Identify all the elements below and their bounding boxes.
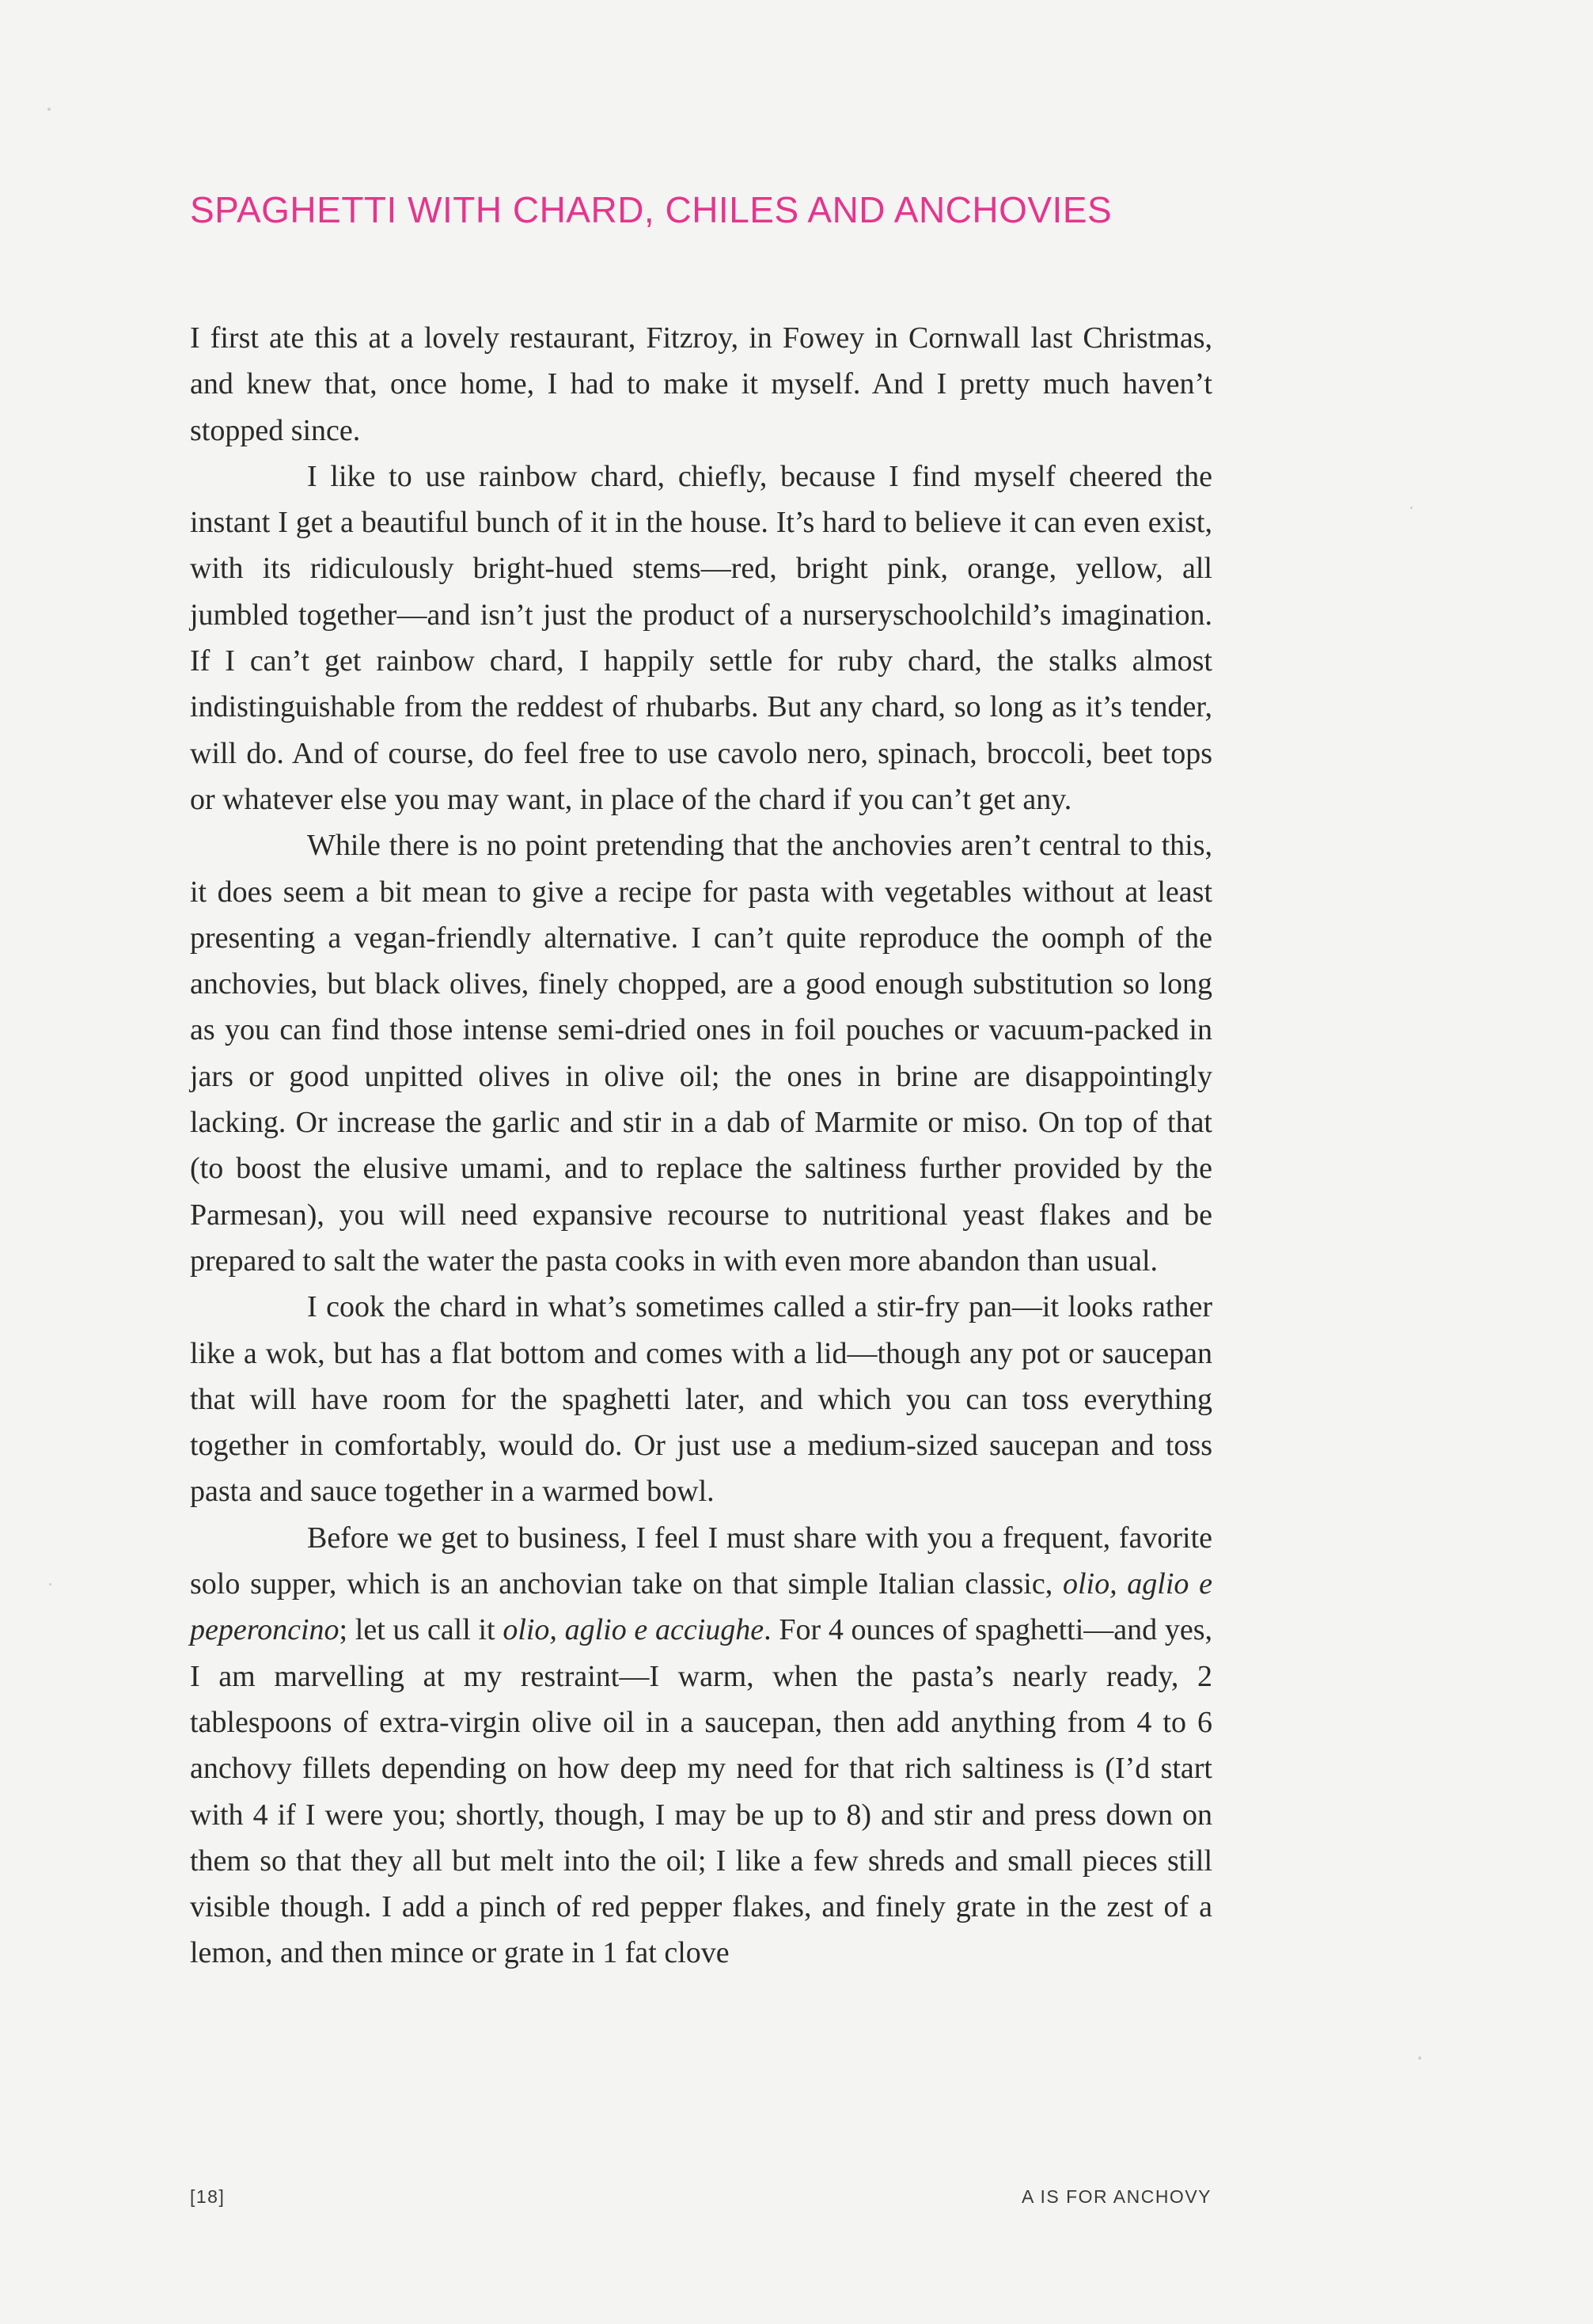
paragraph-pan: I cook the chard in what’s sometimes called a stir-fry pan—it looks rather like a wok, but has a flat bottom and comes with a lid—though any pot or saucepan that will have room for the spaghetti later, and which you can toss everything together in comfortably, would do. Or just use a medium-sized saucepan and toss pasta and sauce together in a warmed bowl. [190,1290,1212,1509]
paragraph-intro: I first ate this at a lovely restaurant, Fitzroy, in Fowey in Cornwall last Christmas, and knew that, once home, I had to make it myself. And I pretty much haven’t stopped since. [190,321,1212,447]
paper-speck [49,1583,51,1585]
paragraph-vegan: While there is no point pretending that the anchovies aren’t central to this, it does seem a bit mean to give a recipe for pasta with vegetables without at least presenting a vegan-friendly alternative. I can’t quite reproduce the oomph of the anchovies, but black olives, finely chopped, are a good enough substitution so long as you can find those intense semi-dried ones in foil pouches or vacuum-packed in jars or good unpitted olives in olive oil; the ones in brine are disappointingly lacking. Or increase the garlic and stir in a dab of Marmite or miso. On top of that (to boost the elusive umami, and to replace the saltiness further provided by the Parmesan), you will need expansive recourse to nutritional yeast flakes and be prepared to salt the water the pasta cooks in with even more abandon than usual. [190,829,1212,1278]
section-running-footer: A IS FOR ANCHOVY [1022,2186,1212,2207]
paper-speck [1410,507,1413,509]
paper-speck [47,108,51,111]
text-run: . For 4 ounces of spaghetti—and yes, I am marvelling at my restraint—I warm, when the pasta’s nearly ready, 2 tablespoons of extra-virgin olive oil in a saucepan, then add anything from 4 to 6 anchovy fillets depending on how deep my need for that rich saltiness is (I’d start with 4 if I were you; shortly, though, I may be up to 8) and stir and press down on them so that they all but melt into the oil; I like a few shreds and small pieces still visible though. I add a pinch of red pepper flakes, and finely grate in the zest of a lemon, and then mince or grate in 1 fat clove [190,1613,1212,1970]
page-number: [18] [190,2186,226,2207]
paragraph-solo-supper [190,1515,1212,1977]
paper-speck [1418,2056,1421,2060]
italic-term: olio, aglio e acciughe [503,1613,764,1647]
body-text [190,315,1212,1977]
italic-term: olio, aglio e peperoncino [190,1567,1212,1647]
text-run: ; let us call it [339,1613,503,1647]
recipe-title: SPAGHETTI WITH CHARD, CHILES AND ANCHOVIES [190,189,1113,230]
paragraph-chard: I like to use rainbow chard, chiefly, because I find myself cheered the instant I get a beautiful bunch of it in the house. It’s hard to believe it can even exist, with its ridiculously bright-hued stems—red, bright pink, orange, yellow, all jumbled together—and isn’t just the product of a nurseryschoolchild’s imagination. If I can’t get rainbow chard, I happily settle for ruby chard, the stalks almost indistinguishable from the reddest of rhubarbs. But any chard, so long as it’s tender, will do. And of course, do feel free to use cavolo nero, spinach, broccoli, beet tops or whatever else you may want, in place of the chard if you can’t get any. [190,459,1212,816]
text-run: Before we get to business, I feel I must share with you a frequent, favorite solo supper, which is an anchovian take on that simple Italian classic, [190,1521,1212,1601]
